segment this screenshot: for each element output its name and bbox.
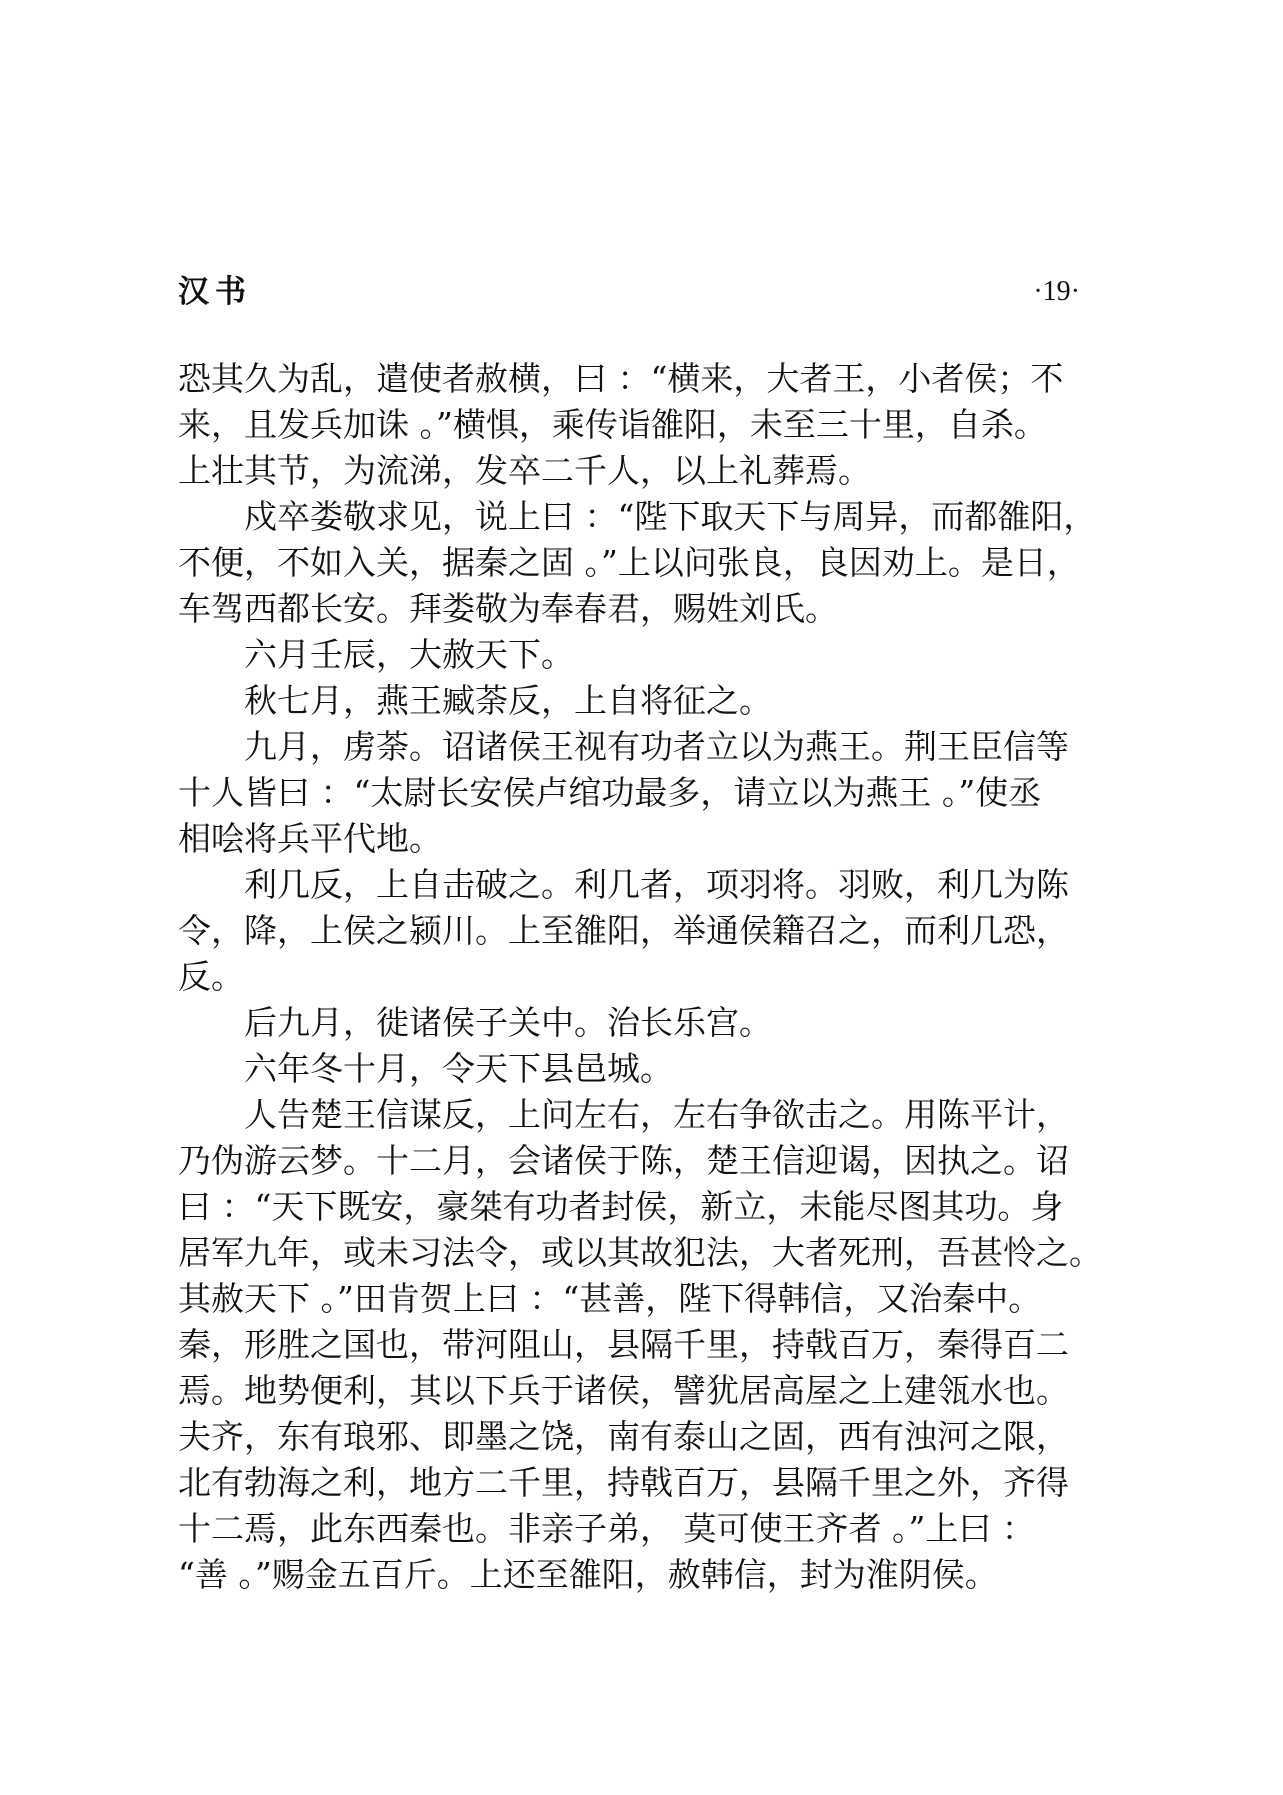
text-line: “善 。”赐金五百斤。上还至雒阳，赦韩信，封为淮阴侯。 — [178, 1555, 998, 1594]
page-number: ·19· — [1033, 276, 1080, 307]
text-line: 车驾西都长安。拜娄敬为奉春君，赐姓刘氏。 — [178, 589, 838, 628]
body-text — [178, 356, 1108, 1598]
text-line: 不便，不如入关，据秦之固 。”上以问张良，良因劝上。是日， — [178, 543, 1080, 582]
text-line: 上壮其节，为流涕，发卒二千人，以上礼葬焉。 — [178, 451, 871, 490]
text-line: 秦，形胜之国也，带河阻山，县隔千里，持戟百万，秦得百二 — [178, 1325, 1069, 1364]
text-line: 令，降，上侯之颍川。上至雒阳，举通侯籍召之，而利几恐， — [178, 911, 1069, 950]
text-line: 后九月，徙诸侯子关中。治长乐宫。 — [244, 1003, 772, 1042]
text-line: 六年冬十月，令天下县邑城。 — [244, 1049, 673, 1088]
text-line: 夫齐，东有琅邪、即墨之饶，南有泰山之固，西有浊河之限， — [178, 1417, 1069, 1456]
text-line: 来，且发兵加诛 。”横惧，乘传诣雒阳，未至三十里，自杀。 — [178, 405, 1047, 444]
text-line: 恐其久为乱，遣使者赦横，曰 ：“横来，大者王，小者侯；不 — [178, 359, 1064, 398]
running-header — [178, 270, 1080, 314]
text-line: 居军九年，或未习法令，或以其故犯法，大者死刑，吾甚怜之。 — [178, 1233, 1102, 1272]
text-line: 人告楚王信谋反，上问左右，左右争欲击之。用陈平计， — [244, 1095, 1069, 1134]
text-line: 六月壬辰，大赦天下。 — [244, 635, 574, 674]
text-line: 曰 ：“天下既安，豪桀有功者封侯，新立，未能尽图其功。身 — [178, 1187, 1064, 1226]
text-line: 焉。地势便利，其以下兵于诸侯，譬犹居高屋之上建瓴水也。 — [178, 1371, 1069, 1410]
text-line: 戍卒娄敬求见，说上曰 ：“陛下取天下与周异，而都雒阳， — [244, 497, 1097, 536]
text-line: 十人皆曰 ：“太尉长安侯卢绾功最多，请立以为燕王 。”使丞 — [178, 773, 1042, 812]
text-line: 秋七月，燕王臧荼反，上自将征之。 — [244, 681, 772, 720]
text-line: 十二焉，此东西秦也。非亲子弟， 莫可使王齐者 。”上曰 ： — [178, 1509, 1035, 1548]
text-line: 反。 — [178, 957, 244, 996]
book-title: 汉书 — [178, 274, 252, 310]
text-line: 其赦天下 。”田肯贺上曰 ：“甚善，陛下得韩信，又治秦中。 — [178, 1279, 1042, 1318]
text-line: 九月，虏荼。诏诸侯王视有功者立以为燕王。荆王臣信等 — [244, 727, 1069, 766]
text-line: 利几反，上自击破之。利几者，项羽将。羽败，利几为陈 — [244, 865, 1069, 904]
text-line: 乃伪游云梦。十二月，会诸侯于陈，楚王信迎谒，因执之。诏 — [178, 1141, 1069, 1180]
text-line: 相哙将兵平代地。 — [178, 819, 442, 858]
text-line: 北有勃海之利，地方二千里，持戟百万，县隔千里之外，齐得 — [178, 1463, 1069, 1502]
